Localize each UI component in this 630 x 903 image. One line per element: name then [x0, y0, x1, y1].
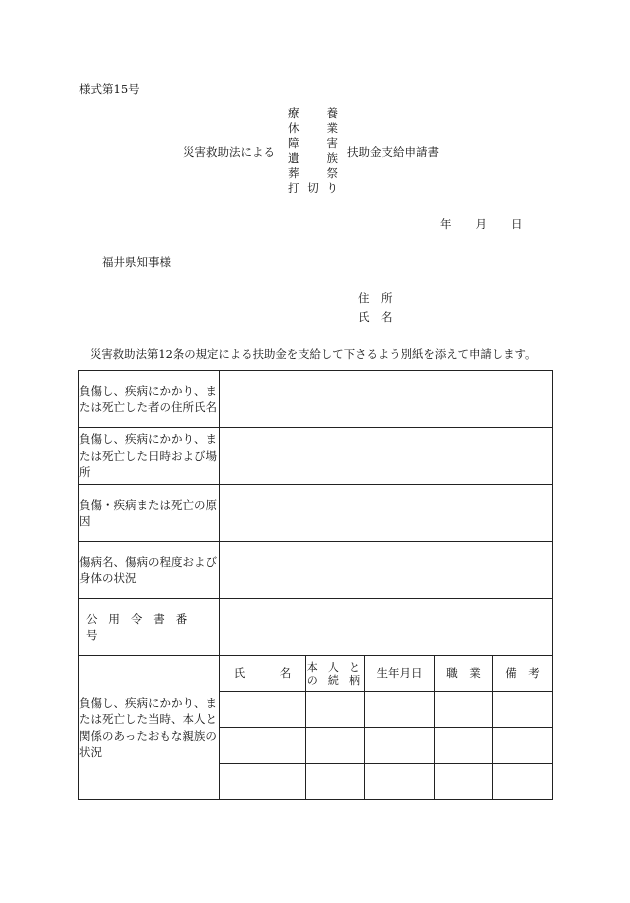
benefit-type-leave: 休 業: [288, 121, 338, 135]
cause-field[interactable]: [220, 485, 553, 542]
family-cell[interactable]: [493, 728, 553, 764]
family-cell[interactable]: [365, 692, 435, 728]
application-table: [78, 370, 553, 800]
family-cell[interactable]: [220, 764, 306, 800]
form-number: 様式第15号: [79, 82, 140, 96]
time-place-field[interactable]: [220, 428, 553, 485]
family-label: 負傷し、疾病にかかり、または死亡した当時、本人と関係のあったおもな親族の状況: [79, 656, 220, 800]
benefit-type-disability: 障 害: [288, 136, 338, 150]
injury-field[interactable]: [220, 542, 553, 599]
applicant-address-label: 住 所: [358, 291, 393, 305]
cause-label: 負傷・疾病または死亡の原因: [79, 485, 220, 542]
family-cell[interactable]: [220, 692, 306, 728]
family-cell[interactable]: [365, 728, 435, 764]
family-cell[interactable]: [493, 764, 553, 800]
person-label: 負傷し、疾病にかかり、または死亡した者の住所氏名: [79, 371, 220, 428]
applicant-name-label: 氏 名: [358, 310, 393, 324]
benefit-type-termination: 打 切 り: [288, 181, 338, 195]
family-cell[interactable]: [493, 692, 553, 728]
family-header-note: 備 考: [493, 656, 553, 692]
table-row: [79, 542, 553, 599]
table-row: [79, 485, 553, 542]
date-day: 日: [511, 217, 523, 231]
family-cell[interactable]: [435, 728, 493, 764]
date-month: 月: [475, 217, 487, 231]
benefit-type-survivor: 遺 族: [288, 151, 338, 165]
family-cell[interactable]: [306, 728, 365, 764]
benefit-type-list: [288, 106, 338, 196]
official-order-field[interactable]: [220, 599, 553, 656]
family-header-job: 職 業: [435, 656, 493, 692]
family-cell[interactable]: [220, 728, 306, 764]
official-order-label: 公用令書番号: [79, 599, 220, 656]
family-cell[interactable]: [365, 764, 435, 800]
family-header-birth: 生年月日: [365, 656, 435, 692]
table-row: [79, 371, 553, 428]
benefit-type-medical: 療 養: [288, 106, 338, 120]
family-cell[interactable]: [306, 692, 365, 728]
family-cell[interactable]: [435, 692, 493, 728]
family-cell[interactable]: [306, 764, 365, 800]
table-row: [79, 428, 553, 485]
injury-label: 傷病名、傷病の程度および身体の状況: [79, 542, 220, 599]
title-suffix: 扶助金支給申請書: [347, 145, 439, 159]
family-cell[interactable]: [435, 764, 493, 800]
person-field[interactable]: [220, 371, 553, 428]
application-statement: 災害救助法第12条の規定による扶助金を支給して下さるよう別紙を添えて申請します。: [90, 347, 537, 361]
title-prefix: 災害救助法による: [183, 145, 275, 159]
table-row: [79, 656, 553, 692]
table-row: [79, 599, 553, 656]
addressee: 福井県知事様: [102, 255, 171, 269]
date-line: [440, 216, 523, 232]
family-header-name: 氏 名: [220, 656, 306, 692]
date-year: 年: [440, 217, 452, 231]
benefit-type-funeral: 葬 祭: [288, 166, 338, 180]
family-header-relation: 本 人 と の 続 柄: [306, 656, 365, 692]
time-place-label: 負傷し、疾病にかかり、または死亡した日時および場所: [79, 428, 220, 485]
